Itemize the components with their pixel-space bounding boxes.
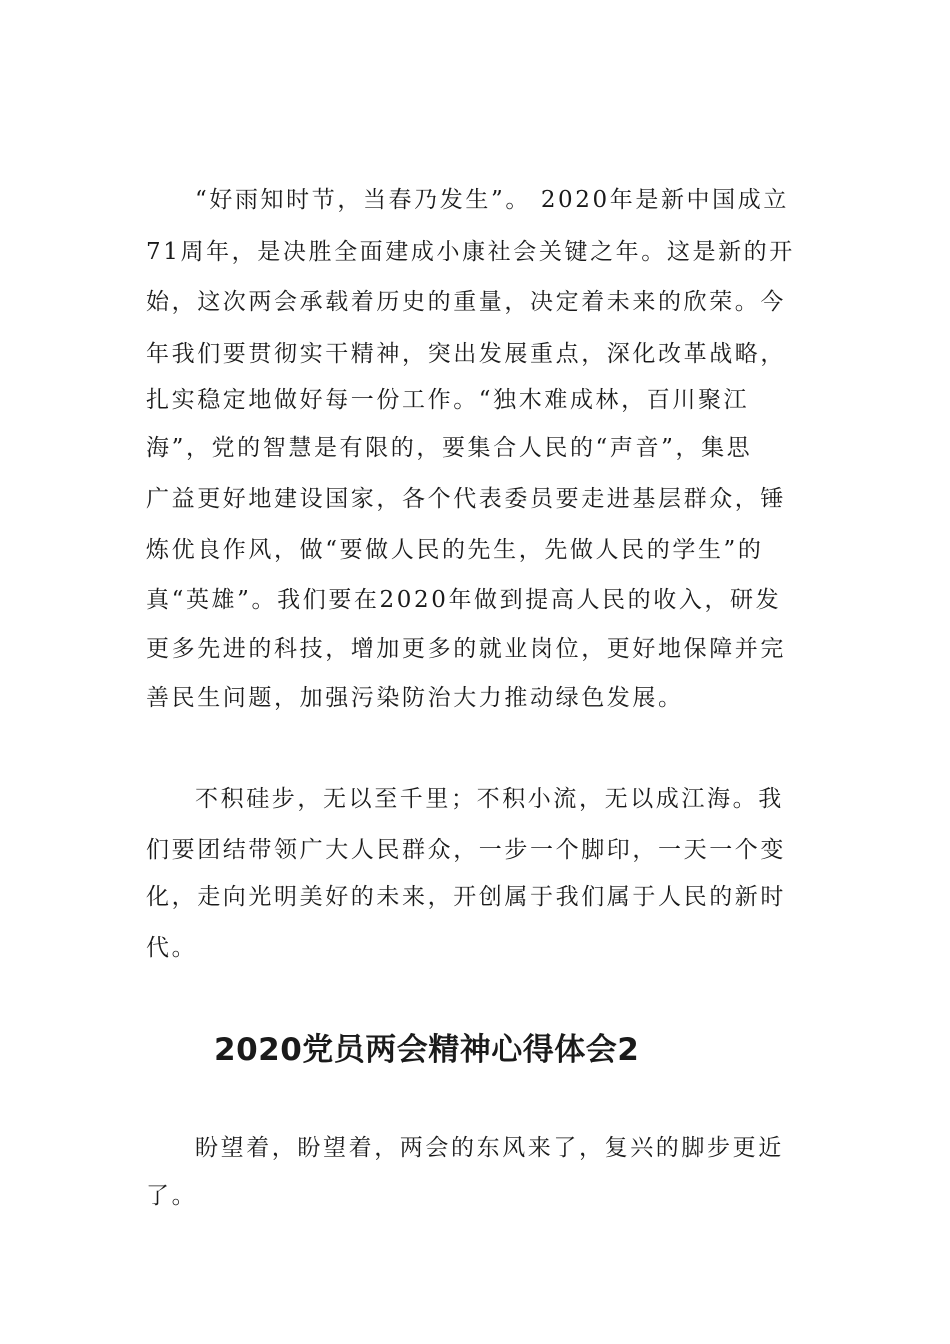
paragraph-1-line-3: 始，这次两会承载着历史的重量，决定着未来的欣荣。今 bbox=[146, 289, 786, 315]
paragraph-3-line-1: 盼望着，盼望着，两会的东风来了，复兴的脚步更近 bbox=[195, 1135, 784, 1161]
paragraph-1-line-5: 扎实稳定地做好每一份工作。“独木难成林，百川聚江 bbox=[146, 387, 750, 413]
paragraph-1-line-7: 广益更好地建设国家，各个代表委员要走进基层群众，锤 bbox=[146, 486, 786, 512]
paragraph-1-line-9: 真“英雄”。我们要在2020年做到提高人民的收入，研发 bbox=[146, 587, 782, 613]
paragraph-1-line-4: 年我们要贯彻实干精神，突出发展重点，深化改革战略， bbox=[146, 341, 786, 367]
paragraph-1-line-6: 海”，党的智慧是有限的，要集合人民的“声音”，集思 bbox=[146, 435, 753, 461]
paragraph-3-line-2: 了。 bbox=[146, 1183, 198, 1209]
paragraph-1-line-11: 善民生问题，加强污染防治大力推动绿色发展。 bbox=[146, 685, 684, 711]
paragraph-2-line-2: 们要团结带领广大人民群众，一步一个脚印，一天一个变 bbox=[146, 837, 786, 863]
paragraph-1-line-1: “好雨知时节，当春乃发生”。 2020年是新中国成立 bbox=[195, 187, 789, 213]
paragraph-2-line-1: 不积硅步，无以至千里；不积小流，无以成江海。我 bbox=[195, 786, 784, 812]
paragraph-1-line-10: 更多先进的科技，增加更多的就业岗位，更好地保障并完 bbox=[146, 636, 786, 662]
section-heading: 2020党员两会精神心得体会2 bbox=[214, 1032, 640, 1068]
paragraph-1-line-2: 71周年，是决胜全面建成小康社会关键之年。这是新的开 bbox=[146, 239, 795, 265]
paragraph-1-line-8: 炼优良作风，做“要做人民的先生，先做人民的学生”的 bbox=[146, 537, 764, 563]
paragraph-2-line-4: 代。 bbox=[146, 935, 198, 961]
paragraph-2-line-3: 化，走向光明美好的未来，开创属于我们属于人民的新时 bbox=[146, 884, 786, 910]
